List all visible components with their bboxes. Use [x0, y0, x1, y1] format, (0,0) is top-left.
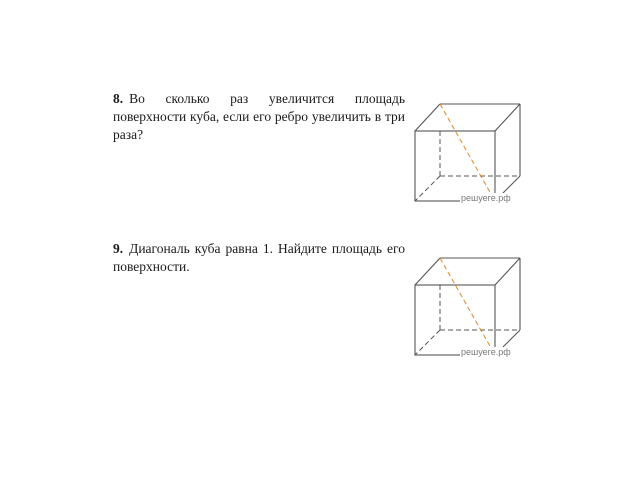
edge: [495, 104, 520, 131]
problem-text: Диагональ куба равна 1. Найдите площадь его поверхности.: [113, 241, 405, 274]
cube-diagonal: [440, 104, 495, 201]
cube-figure: [410, 250, 530, 370]
edge: [415, 104, 440, 131]
watermark: решуеге.рф: [461, 193, 511, 203]
problem-text: Во сколько раз увеличится площадь поверхности куба, если его ребро увеличить в три раза?: [113, 91, 405, 142]
hidden-edge: [415, 176, 440, 201]
edge: [495, 258, 520, 285]
cube-figure: [410, 96, 530, 216]
problem-number: 9.: [113, 241, 124, 256]
problem-8: [113, 90, 405, 144]
front-face: [415, 131, 495, 201]
problem-9: [113, 240, 405, 276]
watermark: решуеге.рф: [461, 347, 511, 357]
front-face: [415, 285, 495, 355]
hidden-edge: [415, 330, 440, 355]
problem-number: 8.: [113, 91, 124, 106]
cube-diagonal: [440, 258, 495, 355]
edge: [415, 258, 440, 285]
